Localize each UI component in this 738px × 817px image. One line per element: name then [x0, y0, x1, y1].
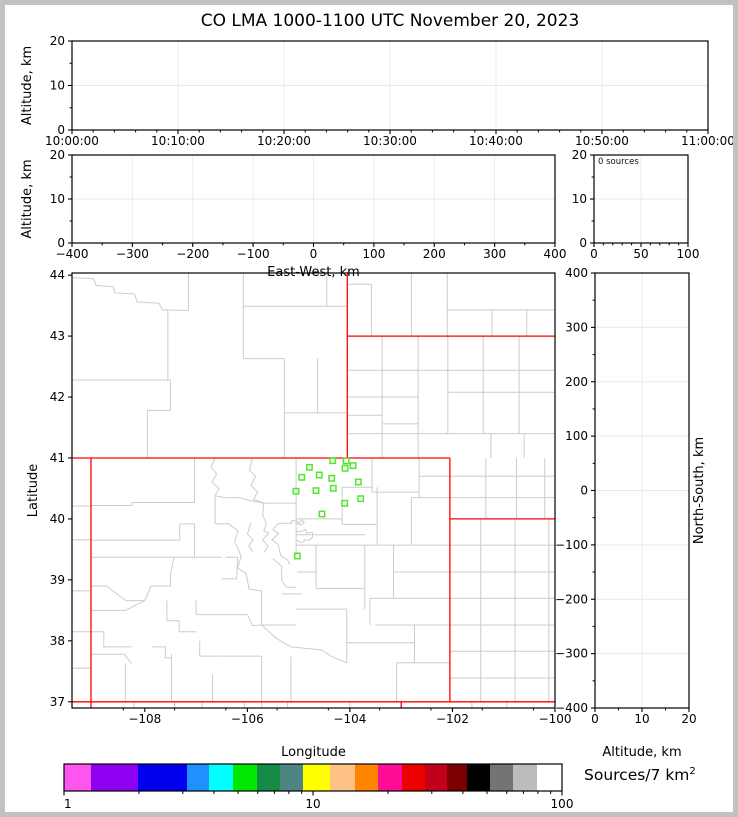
colorbar-segment: [402, 764, 426, 791]
county-boundary: [167, 601, 196, 632]
svg-text:38: 38: [49, 633, 65, 648]
county-boundary: [91, 586, 145, 601]
histogram-source-count: 0 sources: [598, 157, 639, 167]
colorbar-segment: [303, 764, 330, 791]
svg-text:−108: −108: [128, 712, 162, 726]
colorbar-segment: [467, 764, 491, 791]
ns-height-panel-ylabel-right: North-South, km: [692, 436, 707, 545]
svg-text:44: 44: [49, 268, 65, 283]
svg-text:400: 400: [565, 266, 588, 280]
svg-text:0: 0: [57, 123, 65, 137]
lma-station-marker: [343, 458, 348, 463]
county-boundary: [211, 458, 224, 498]
figure-title: CO LMA 1000-1100 UTC November 20, 2023: [200, 11, 580, 31]
colorbar-segment: [91, 764, 139, 791]
colorbar-segment: [330, 764, 355, 791]
county-boundary: [278, 520, 304, 526]
svg-text:200: 200: [565, 374, 588, 389]
colorbar-segment: [187, 764, 210, 791]
lma-station-marker: [319, 511, 324, 516]
lma-station-marker: [330, 458, 335, 463]
svg-text:100: 100: [362, 247, 386, 261]
lma-station-marker: [295, 553, 300, 558]
svg-text:−100: −100: [538, 712, 572, 726]
svg-text:10: 10: [49, 78, 65, 93]
svg-text:100: 100: [676, 247, 700, 261]
colorbar-segment: [209, 764, 234, 791]
svg-text:−104: −104: [333, 712, 367, 726]
svg-text:10: 10: [634, 712, 650, 726]
lma-station-marker: [307, 465, 312, 470]
svg-text:10:20:00: 10:20:00: [257, 134, 311, 148]
svg-text:37: 37: [49, 694, 65, 709]
county-boundary: [272, 523, 290, 564]
svg-text:10:00:00: 10:00:00: [45, 134, 99, 148]
ew-height-panel-xlabel: East-West, km: [267, 265, 360, 280]
svg-text:200: 200: [422, 247, 446, 261]
svg-text:10: 10: [49, 192, 65, 206]
county-boundary: [291, 647, 347, 663]
svg-text:−400: −400: [55, 247, 89, 261]
county-boundary: [296, 529, 312, 542]
county-boundary: [147, 380, 170, 458]
density-colorbar: [64, 764, 573, 811]
lma-station-marker: [342, 466, 347, 471]
lma-station-marker: [342, 501, 347, 506]
svg-text:10:40:00: 10:40:00: [469, 134, 523, 148]
ew-height-panel: [20, 148, 567, 283]
svg-text:39: 39: [49, 572, 65, 587]
svg-text:0: 0: [57, 236, 65, 250]
time-height-panel: [20, 34, 735, 148]
lma-station-marker: [356, 479, 361, 484]
lma-station-marker: [358, 496, 363, 501]
lma-station-marker: [299, 475, 304, 480]
svg-text:41: 41: [49, 450, 65, 465]
svg-text:300: 300: [483, 247, 507, 261]
colorbar-segment: [64, 764, 91, 791]
svg-text:−200: −200: [555, 592, 588, 607]
svg-text:0: 0: [309, 247, 318, 261]
ew-height-panel-ylabel: Altitude, km: [20, 159, 35, 239]
svg-text:10: 10: [305, 797, 321, 811]
county-boundary: [145, 557, 174, 600]
svg-text:−300: −300: [115, 247, 149, 261]
colorbar-segment: [447, 764, 467, 791]
county-boundary: [247, 523, 253, 552]
svg-text:42: 42: [49, 390, 65, 405]
svg-text:10:30:00: 10:30:00: [363, 134, 417, 148]
svg-text:0: 0: [591, 712, 599, 726]
map-geography: [72, 273, 555, 708]
map-panel: [26, 268, 571, 760]
svg-text:100: 100: [550, 797, 574, 811]
county-boundary: [262, 625, 291, 647]
lma-station-marker: [317, 472, 322, 477]
svg-text:−102: −102: [435, 712, 469, 726]
svg-text:−400: −400: [555, 701, 588, 715]
colorbar-segment: [490, 764, 514, 791]
svg-text:10:50:00: 10:50:00: [575, 134, 629, 148]
county-boundary: [152, 647, 172, 658]
svg-text:100: 100: [565, 429, 588, 444]
lma-station-marker: [313, 488, 318, 493]
svg-text:400: 400: [543, 247, 567, 261]
county-boundary: [222, 557, 238, 578]
county-boundary: [72, 278, 188, 311]
county-boundary: [224, 498, 263, 504]
colorbar-segment: [280, 764, 304, 791]
colorbar-segment: [233, 764, 258, 791]
colorbar-segment: [425, 764, 448, 791]
county-boundary: [91, 632, 132, 647]
county-boundary: [263, 533, 269, 553]
svg-text:1: 1: [64, 797, 72, 811]
svg-text:50: 50: [633, 247, 649, 261]
svg-text:−106: −106: [230, 712, 264, 726]
lma-station-marker: [329, 476, 334, 481]
colorbar-title-superscript: 2: [689, 766, 696, 777]
svg-text:40: 40: [49, 511, 65, 526]
svg-text:10:10:00: 10:10:00: [151, 134, 205, 148]
svg-text:11:00:00: 11:00:00: [681, 134, 735, 148]
colorbar-segment: [378, 764, 403, 791]
colorbar-segment: [138, 764, 188, 791]
svg-text:0: 0: [579, 236, 587, 250]
svg-text:0: 0: [590, 247, 598, 261]
county-boundary: [247, 615, 261, 626]
colorbar-segment: [513, 764, 538, 791]
county-boundary: [215, 524, 238, 547]
county-boundary: [249, 458, 263, 503]
colorbar-title: [584, 766, 696, 784]
svg-text:43: 43: [49, 329, 65, 344]
map-panel-xlabel: Longitude: [281, 745, 346, 760]
time-height-panel-ylabel: Altitude, km: [20, 45, 35, 126]
colorbar-title-text: Sources/7 km: [584, 766, 690, 785]
svg-text:10: 10: [571, 192, 587, 206]
colorbar-segment: [257, 764, 280, 791]
svg-text:0: 0: [580, 483, 588, 498]
county-boundary: [273, 559, 296, 588]
svg-text:−300: −300: [555, 646, 588, 661]
county-boundary: [91, 654, 132, 663]
svg-text:−100: −100: [555, 537, 588, 552]
lma-station-marker: [331, 486, 336, 491]
svg-text:20: 20: [681, 712, 697, 726]
colorbar-segment: [355, 764, 379, 791]
svg-text:20: 20: [571, 148, 587, 162]
county-boundary: [91, 601, 145, 611]
svg-text:300: 300: [565, 320, 588, 335]
svg-text:−100: −100: [236, 247, 270, 261]
ns-height-panel-xlabel: Altitude, km: [602, 745, 682, 760]
county-boundary: [200, 641, 217, 656]
ns-height-panel: [555, 266, 707, 760]
county-boundary: [91, 503, 195, 506]
colorbar-segment: [537, 764, 562, 791]
svg-text:20: 20: [49, 148, 65, 162]
county-boundary: [237, 546, 262, 591]
map-panel-ylabel: Latitude: [26, 463, 41, 518]
county-boundary: [263, 503, 269, 533]
svg-text:−200: −200: [176, 247, 210, 261]
lma-station-marker: [350, 463, 355, 468]
svg-text:20: 20: [49, 34, 65, 48]
